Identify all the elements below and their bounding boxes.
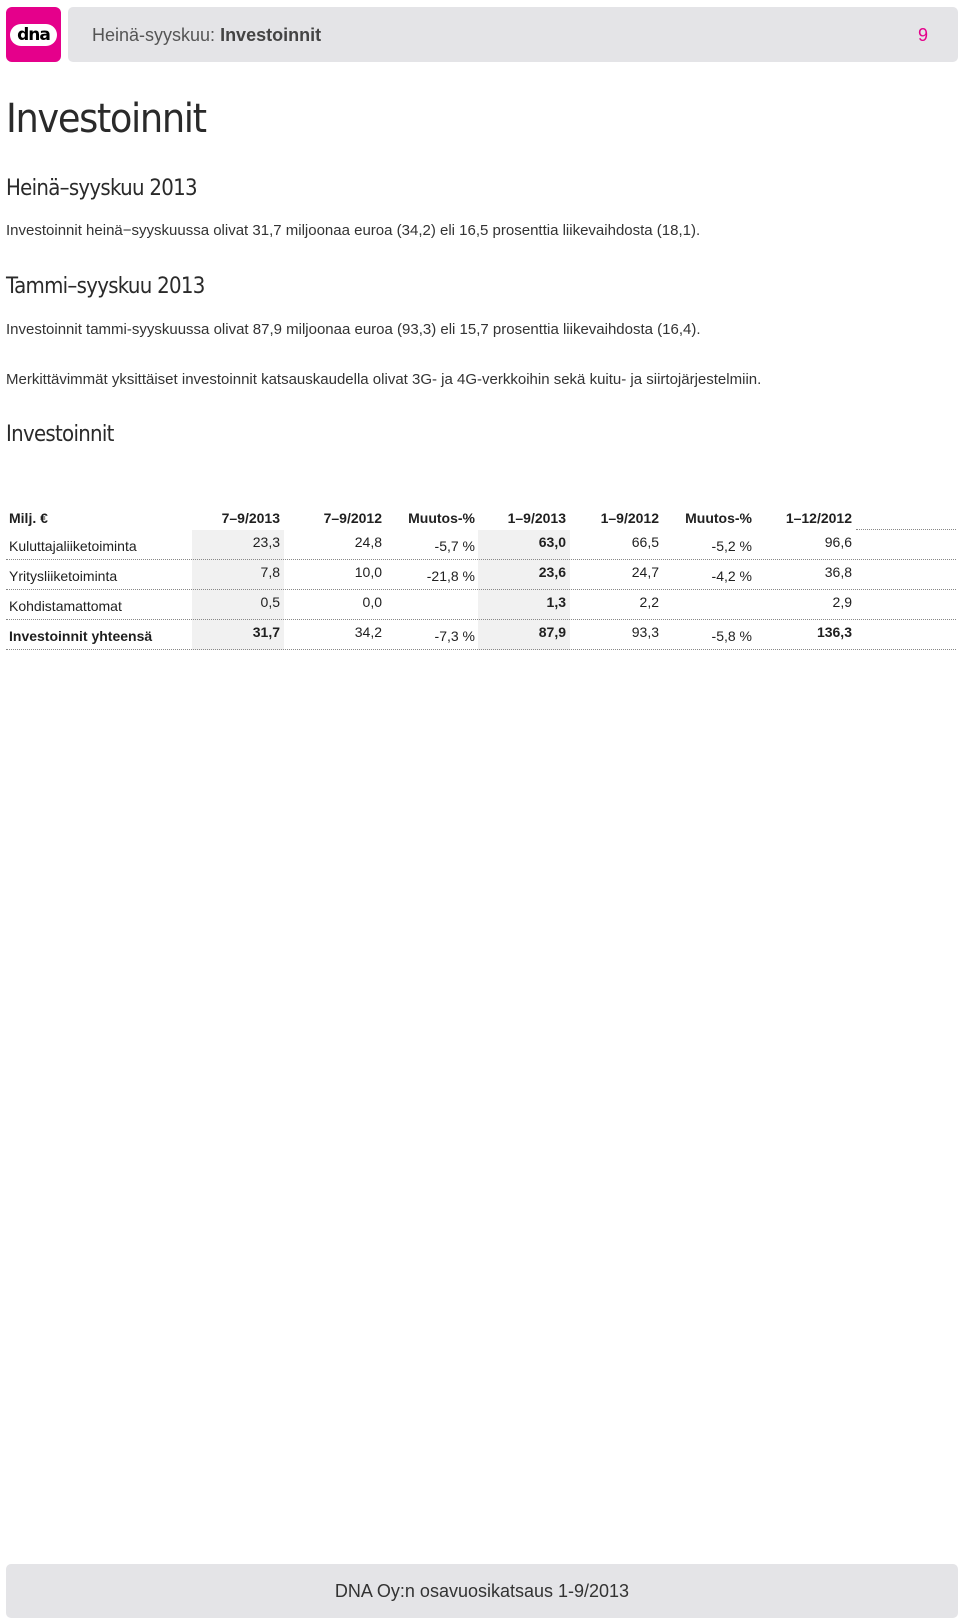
table-row-total xyxy=(6,620,956,650)
row-value: 2,9 xyxy=(832,594,852,610)
header-col-6: Muutos-% xyxy=(685,510,752,526)
row-value: 2,2 xyxy=(639,594,659,610)
section1-text: Investoinnit heinä−syyskuussa olivat 31,7 miljoonaa euroa (34,2) eli 16,5 prosenttia liikevaihdosta (18,1). xyxy=(6,222,701,239)
row-label: Kuluttajaliiketoiminta xyxy=(9,538,137,554)
row-value: -7,3 % xyxy=(434,628,475,644)
row-value: 36,8 xyxy=(824,564,852,580)
table-row xyxy=(6,590,956,620)
row-value: 87,9 xyxy=(538,624,566,640)
footer-text: DNA Oy:n osavuosikatsaus 1-9/2013 xyxy=(334,1581,630,1601)
row-value: 0,5 xyxy=(260,594,280,610)
header-title-prefix: Heinä-syyskuu: xyxy=(92,25,221,45)
table-row xyxy=(6,560,956,590)
section2-heading: Tammi–syyskuu 2013 xyxy=(6,274,205,299)
row-value: 93,3 xyxy=(631,624,659,640)
header-bar xyxy=(68,7,958,62)
row-value: 23,6 xyxy=(538,564,566,580)
dna-logo xyxy=(6,7,61,62)
row-divider xyxy=(6,649,956,650)
page-number: 9 xyxy=(917,25,928,45)
header-title-bold: Investoinnit xyxy=(220,25,322,45)
page-title: Investoinnit xyxy=(6,96,206,142)
row-value: 63,0 xyxy=(538,534,566,550)
header-col-3: Muutos-% xyxy=(408,510,475,526)
row-value: -21,8 % xyxy=(426,568,475,584)
footer-bar xyxy=(6,1564,958,1618)
section2-text: Investoinnit tammi-syyskuussa olivat 87,9 miljoonaa euroa (93,3) eli 15,7 prosenttia liikevaihdosta (16,4). xyxy=(6,321,701,338)
row-label: Yritysliiketoiminta xyxy=(9,568,118,584)
row-value: 23,3 xyxy=(252,534,280,550)
table-heading: Investoinnit xyxy=(6,422,114,447)
row-value: 7,8 xyxy=(260,564,280,580)
table-header-row xyxy=(6,508,956,530)
header-col-5: 1–9/2012 xyxy=(600,510,659,526)
row-label: Kohdistamattomat xyxy=(9,598,122,614)
header-unit: Milj. € xyxy=(9,510,48,526)
row-value: -5,7 % xyxy=(434,538,475,554)
row-value: -5,2 % xyxy=(711,538,752,554)
row-label: Investoinnit yhteensä xyxy=(9,628,153,644)
row-value: -4,2 % xyxy=(711,568,752,584)
row-value: 96,6 xyxy=(824,534,852,550)
row-value: 1,3 xyxy=(546,594,566,610)
row-value: 31,7 xyxy=(252,624,280,640)
row-value: 24,7 xyxy=(631,564,659,580)
row-value: 34,2 xyxy=(354,624,382,640)
investments-table xyxy=(6,508,956,650)
header-col-4: 1–9/2013 xyxy=(507,510,566,526)
header-title xyxy=(92,25,321,46)
header-col-7: 1–12/2012 xyxy=(785,510,852,526)
row-value: 24,8 xyxy=(354,534,382,550)
table-row xyxy=(6,530,956,560)
row-value: 10,0 xyxy=(354,564,382,580)
row-value: 0,0 xyxy=(362,594,382,610)
section2-text2: Merkittävimmät yksittäiset investoinnit katsauskaudella olivat 3G- ja 4G-verkkoihin sekä kuitu- ja siirtojärjestelmiin. xyxy=(6,371,762,388)
row-value: 136,3 xyxy=(816,624,852,640)
row-value: -5,8 % xyxy=(711,628,752,644)
logo-text: dna xyxy=(17,24,50,45)
header-col-1: 7–9/2013 xyxy=(221,510,280,526)
logo-pill xyxy=(10,24,57,46)
header-col-2: 7–9/2012 xyxy=(323,510,382,526)
section1-heading: Heinä–syyskuu 2013 xyxy=(6,176,197,201)
row-value: 66,5 xyxy=(631,534,659,550)
